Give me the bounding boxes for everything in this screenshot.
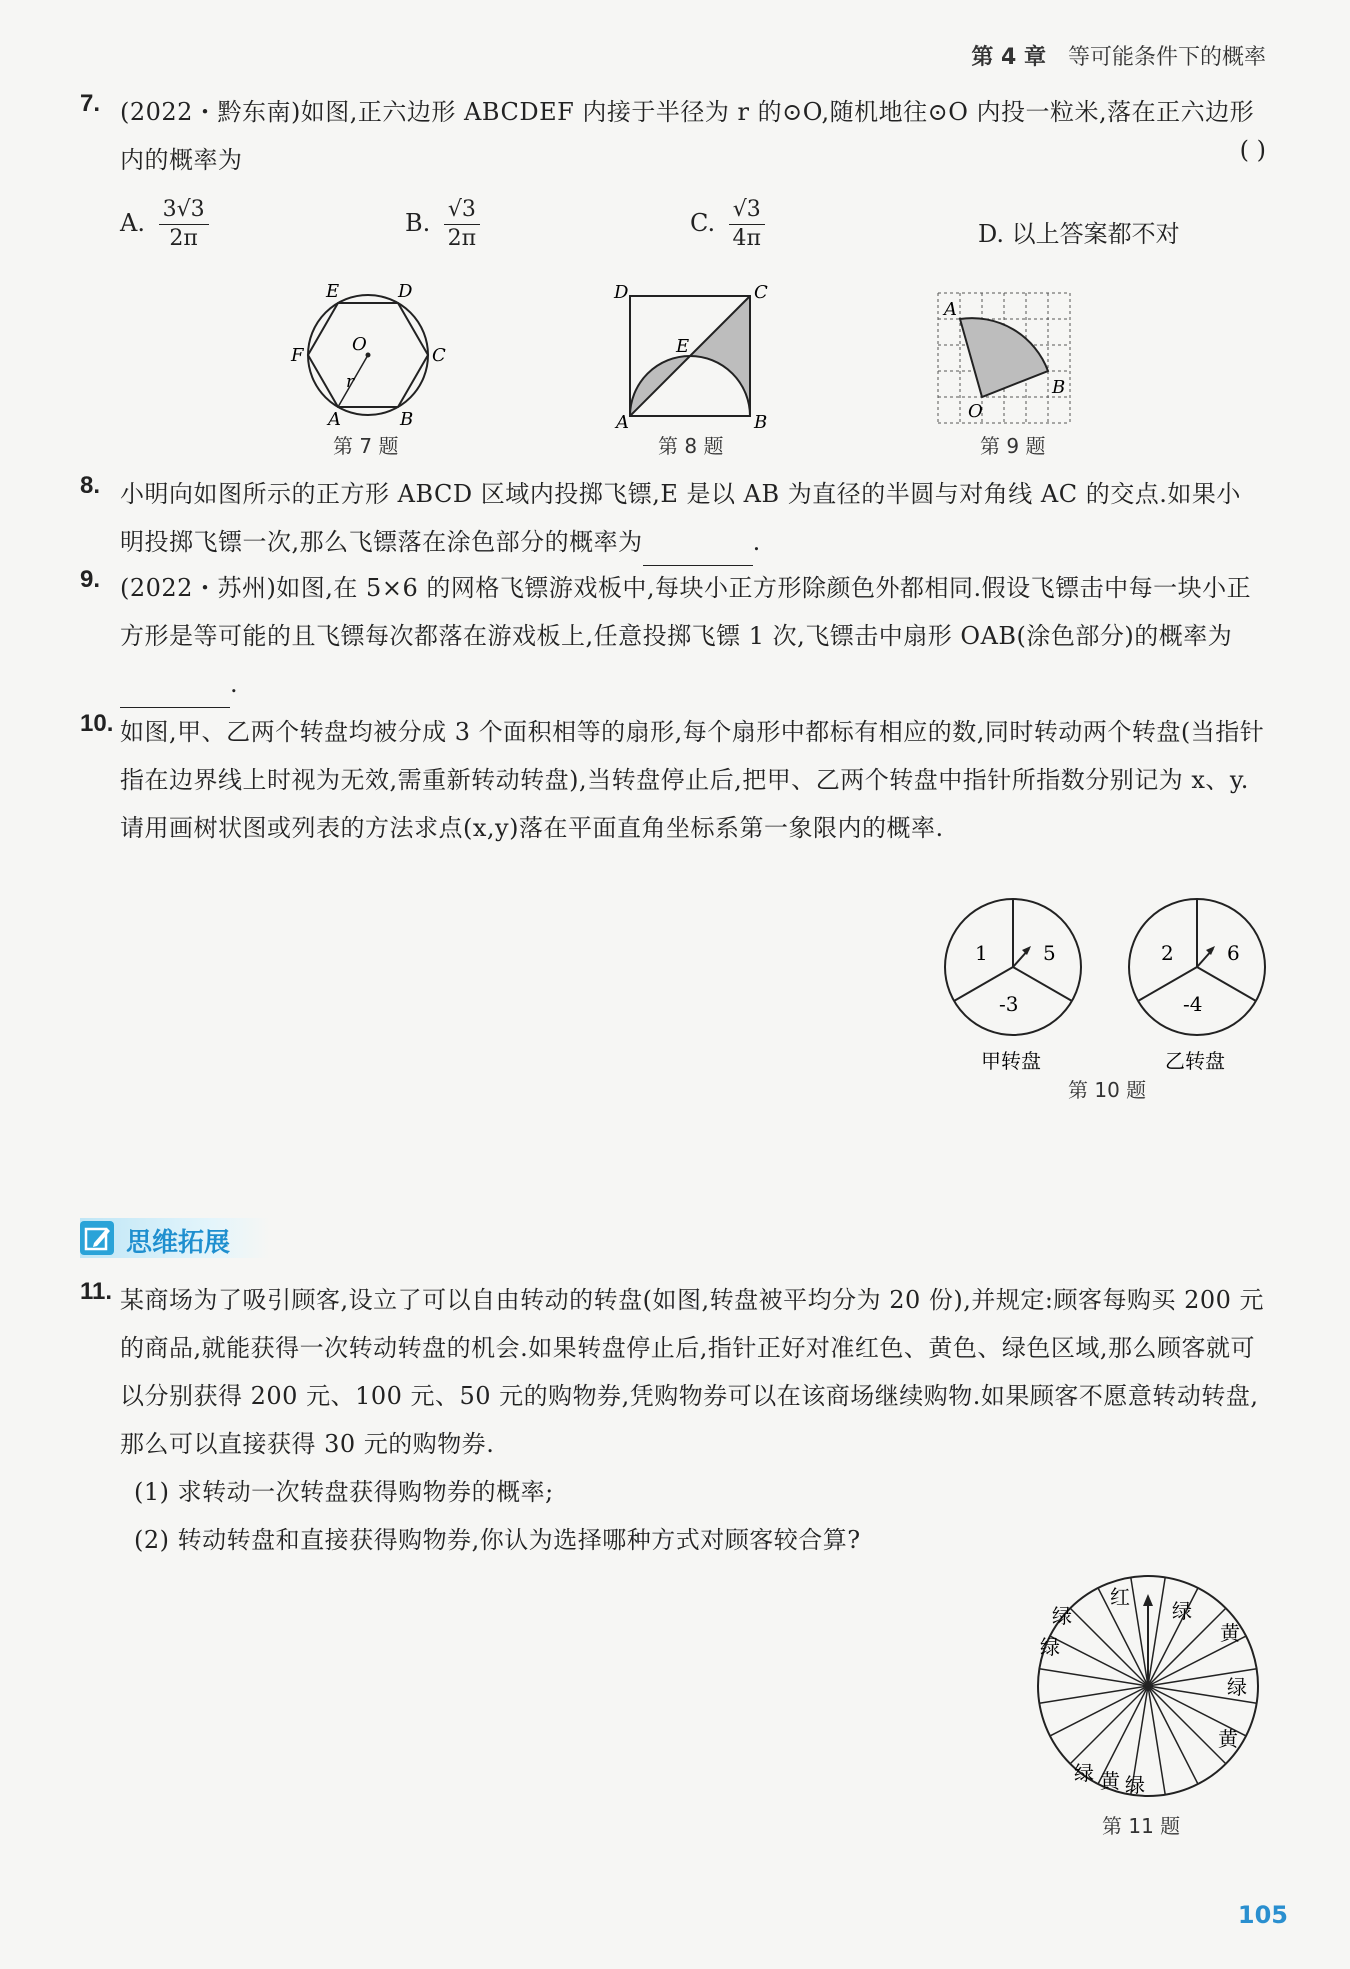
sector-label-green-5: 绿	[1074, 1761, 1094, 1785]
question-11-part-2: (2) 转动转盘和直接获得购物券,你认为选择哪种方式对顾客较合算?	[134, 1526, 861, 1554]
question-10-text: 如图,甲、乙两个转盘均被分成 3 个面积相等的扇形,每个扇形中都标有相应的数,同时转动两个转盘(当指针指在边界线上时视为无效,需重新转动转盘),当转盘停止后,把甲、乙两个转盘中指针所指数分别记为 x、y.请用画树状图或列表的方法求点(x,y)落在平面直角坐标系第一象限内的概率.	[120, 718, 1265, 842]
question-9-text: (2022・苏州)如图,在 5×6 的网格飞镖游戏板中,每块小正方形除颜色外都相同.假设飞镖击中每一块小正方形是等可能的且飞镖每次都落在游戏板上,任意投掷飞镖 1 次,飞镖击中扇形 OAB(涂色部分)的概率为	[120, 574, 1252, 650]
fig8-label-d: D	[614, 282, 629, 303]
question-11-text: 某商场为了吸引顾客,设立了可以自由转动的转盘(如图,转盘被平均分为 20 份),并规定:顾客每购买 200 元的商品,就能获得一次转动转盘的机会.如果转盘停止后,指针正好对准红色、黄色、绿色区域,那么顾客就可以分别获得 200 元、100 元、50 元的购物券,凭购物券可以在该商场继续购物.如果顾客不愿意转动转盘,那么可以直接获得 30 元的购物券.	[120, 1286, 1265, 1458]
question-7-number: 7.	[80, 90, 101, 117]
figure-11-caption: 第 11 题	[1102, 1814, 1181, 1838]
sector-label-green-4: 绿	[1040, 1635, 1060, 1659]
spinner-jia-num-3: -3	[999, 992, 1019, 1016]
option-b-fraction: $\frac{√3}{2\pi}$	[444, 196, 480, 253]
fig7-label-a: A	[328, 409, 341, 430]
spinner-divider	[1148, 1686, 1226, 1764]
fig7-label-c: C	[432, 345, 446, 366]
spinner-yi	[1129, 899, 1265, 1035]
chapter-number: 第 4 章	[971, 45, 1046, 70]
sector-label-green-3: 绿	[1052, 1604, 1072, 1628]
figure-10-spinners	[935, 895, 1275, 1075]
figure-8-caption: 第 8 题	[658, 434, 724, 458]
fig7-label-f: F	[291, 345, 304, 366]
question-11-part-1: (1) 求转动一次转盘获得购物券的概率;	[134, 1478, 554, 1506]
fig9-label-b: B	[1052, 377, 1066, 398]
fig8-label-c: C	[754, 282, 768, 303]
figure-7-caption: 第 7 题	[333, 434, 399, 458]
question-8-text: 小明向如图所示的正方形 ABCD 区域内投掷飞镖,E 是以 AB 为直径的半圆与对角线 AC 的交点.如果小明投掷飞镖一次,那么飞镖落在涂色部分的概率为	[120, 480, 1241, 556]
fig7-label-o: O	[352, 334, 367, 355]
figure-8-square	[612, 278, 772, 430]
question-7-text: (2022・黔东南)如图,正六边形 ABCDEF 内接于半径为 r 的⊙O,随机地往⊙O 内投一粒米,落在正六边形内的概率为	[120, 98, 1255, 174]
sector-label-green-6: 绿	[1125, 1773, 1145, 1797]
sector-label-yellow-1: 黄	[1220, 1621, 1240, 1645]
option-d: D. 以上答案都不对	[978, 220, 1180, 248]
fig7-label-r: r	[346, 372, 355, 392]
answer-parentheses: ( )	[1239, 136, 1266, 164]
spinner-yi-label: 乙转盘	[1165, 1049, 1225, 1073]
fig8-label-e: E	[676, 336, 690, 357]
fig9-label-a: A	[944, 299, 957, 320]
sector-label-green-1: 绿	[1172, 1599, 1192, 1623]
spinner-jia	[945, 899, 1081, 1035]
option-b: B. $\frac{√3}{2\pi}$	[405, 196, 480, 253]
answer-blank	[643, 539, 753, 566]
spinner-yi-num-3: -4	[1183, 992, 1203, 1016]
question-9-number: 9.	[80, 566, 101, 593]
answer-blank	[120, 681, 230, 708]
fig7-label-b: B	[400, 409, 414, 430]
section-heading	[80, 1218, 270, 1258]
section-title: 思维拓展	[126, 1228, 231, 1258]
question-10-number: 10.	[80, 710, 114, 737]
option-c-fraction: $\frac{√3}{4\pi}$	[729, 196, 765, 253]
sector-label-yellow-3: 黄	[1100, 1769, 1120, 1793]
spinner-jia-label: 甲转盘	[981, 1049, 1041, 1073]
fig8-label-b: B	[754, 412, 768, 430]
figure-7-hexagon	[290, 275, 450, 435]
option-c: C. $\frac{√3}{4\pi}$	[690, 196, 765, 253]
chapter-header	[971, 40, 1266, 71]
fig7-label-e: E	[326, 281, 340, 302]
pencil-icon	[80, 1221, 114, 1255]
spinner-divider	[1070, 1608, 1148, 1686]
question-8: 小明向如图所示的正方形 ABCD 区域内投掷飞镖,E 是以 AB 为直径的半圆与对角线 AC 的交点.如果小明投掷飞镖一次,那么飞镖落在涂色部分的概率为 .	[120, 470, 1265, 566]
spinner-jia-num-1: 1	[975, 941, 988, 965]
spinner-divider	[1070, 1686, 1148, 1764]
option-a-fraction: $\frac{3√3}{2\pi}$	[159, 196, 209, 253]
fig8-label-a: A	[616, 412, 629, 430]
question-11-number: 11.	[80, 1278, 113, 1305]
fig7-label-d: D	[398, 281, 413, 302]
figure-10-caption: 第 10 题	[1068, 1078, 1147, 1102]
page-number: 105	[1237, 1901, 1288, 1929]
figure-11-spinner	[1030, 1568, 1270, 1808]
fig9-label-o: O	[968, 401, 983, 422]
question-8-number: 8.	[80, 472, 101, 499]
figure-9-caption: 第 9 题	[980, 434, 1046, 458]
sector-label-green-2: 绿	[1227, 1675, 1247, 1699]
question-9: (2022・苏州)如图,在 5×6 的网格飞镖游戏板中,每块小正方形除颜色外都相同.假设飞镖击中每一块小正方形是等可能的且飞镖每次都落在游戏板上,任意投掷飞镖 1 次,飞镖击中扇形 OAB(涂色部分)的概率为.	[120, 564, 1265, 708]
spinner-jia-num-2: 5	[1043, 941, 1056, 965]
spinner-yi-num-2: 6	[1227, 941, 1240, 965]
sector-label-yellow-2: 黄	[1218, 1727, 1238, 1751]
chapter-title: 等可能条件下的概率	[1067, 45, 1266, 70]
spinner-yi-num-1: 2	[1161, 941, 1174, 965]
option-a: A. $\frac{3√3}{2\pi}$	[120, 196, 209, 253]
figure-9-grid	[930, 285, 1100, 430]
sector-label-red: 红	[1110, 1585, 1130, 1609]
